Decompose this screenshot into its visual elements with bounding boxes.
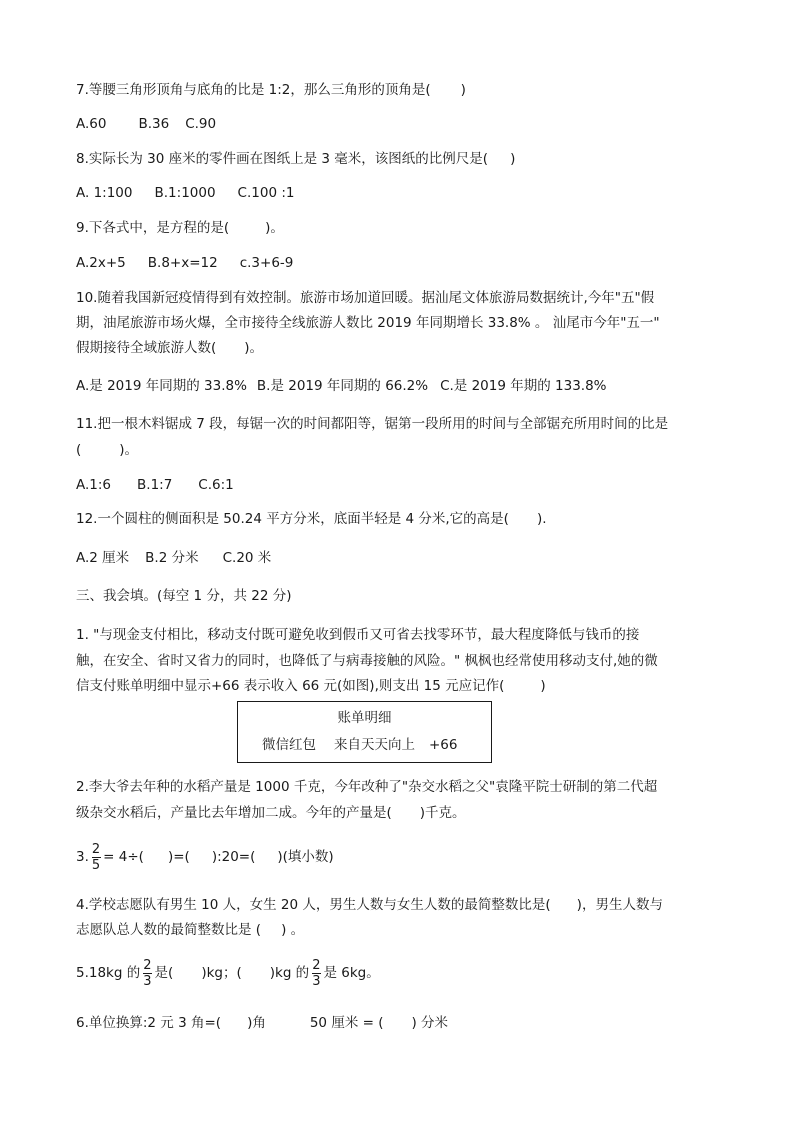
question-11-line-1: 11.把一根木料锯成 7 段，每锯一次的时间都阳等，锯第一段所用的时间与全部锯充所用时间的比是 [76,416,669,432]
fraction-numerator: 2 [91,841,101,857]
question-11-close: )。 [119,442,139,458]
fill-1-line-3 [76,676,546,696]
option-c: C.6:1 [198,477,234,493]
question-8 [76,149,515,169]
question-8-options [76,183,294,203]
fraction-two-thirds [142,958,152,989]
fraction-denominator: 3 [312,973,321,989]
question-7 [76,80,466,100]
fill-6-part-1: 6.单位换算:2 元 3 角=( [76,1015,222,1031]
question-8-text: 8.实际长为 30 座米的零件画在图纸上是 3 毫米，该图纸的比例尺是( [76,151,489,167]
fill-6-part-3: 50 厘米 = ( [309,1015,384,1031]
bill-detail-row [262,733,491,753]
question-9-close: )。 [265,220,284,236]
fill-4-text-3: 志愿队总人数的最简整数比是 ( [76,922,262,938]
option-b: B.1:1000 [154,185,216,201]
option-c: C.100 :1 [237,185,295,201]
fill-4-text-2: )，男生人数与 [576,897,663,913]
question-10-line-3 [76,338,263,358]
question-9-text: 9.下各式中，是方程的是( [76,220,230,236]
question-10-options [76,376,607,396]
question-7-options [76,114,216,134]
fraction-two-thirds-2 [311,958,321,989]
question-11-open: ( [76,442,82,458]
fill-1-line-1: 1. "与现金支付相比，移动支付既可避免收到假币又可省去找零环节，最大程度降低与钱币的接 [76,627,640,643]
option-c: C.20 米 [222,550,272,566]
question-12-text: 12.一个圆柱的侧面积是 50.24 平方分米，底面半轻是 4 分米,它的高是( [76,511,509,527]
option-b: B.1:7 [137,477,173,493]
fill-3-part-2: )=( [167,849,190,865]
fill-2-close: )千克。 [419,805,466,821]
fraction-denominator: 5 [91,857,101,873]
fraction-denominator: 3 [143,973,152,989]
option-a: A.60 [76,116,107,132]
option-b: B.36 [138,116,170,132]
option-b: B.8+x=12 [147,255,218,271]
question-12-options [76,548,271,568]
fill-6 [76,1013,448,1033]
fill-5-part-2: )kg；( [201,965,242,981]
bill-source: 来自天天向上 [334,737,415,753]
option-a: A.1:6 [76,477,112,493]
question-10-line-2: 期，油尾旅游市场火爆，全市接待全线旅游人数比 2019 年同期增长 33.8% 。 汕尾市今年"五一" [76,315,660,331]
fill-3-part-3: ):20=( [211,849,256,865]
question-7-text: 7.等腰三角形顶角与底角的比是 1:2，那么三角形的顶角是( [76,82,431,98]
question-9-options [76,253,293,273]
bill-item: 微信红包 [262,737,316,753]
fill-1-line-2: 触，在安全、省时又省力的同时，也降低了与病毒接触的风险。" 枫枫也经常使用移动支付,她的微 [76,653,658,669]
bill-amount: +66 [429,737,458,753]
fill-4-line-2 [76,920,304,940]
fill-6-part-4: ) 分米 [411,1015,449,1031]
option-a: A. 1:100 [76,185,133,201]
question-10-text: 假期接待全域旅游人数( [76,340,217,356]
question-10-close: )。 [244,340,264,356]
bill-detail-box [237,701,492,763]
fill-3-part-1: = 4÷( [103,849,144,865]
option-a: A.是 2019 年同期的 33.8% [76,378,247,394]
fill-5 [76,953,380,993]
fill-4-text: 4.学校志愿队有男生 10 人，女生 20 人，男生人数与女生人数的最简整数比是( [76,897,551,913]
bill-detail-title: 账单明细 [337,710,392,726]
option-c: C.90 [185,116,217,132]
fill-6-part-2: )角 [247,1015,266,1031]
question-9 [76,218,284,238]
question-7-close: ) [460,82,466,98]
fill-5-text: 5.18kg 的 [76,965,141,981]
fill-4-line-1 [76,895,663,915]
fill-5-part-3: )kg 的 [269,965,310,981]
section-3-title: 三、我会填。(每空 1 分，共 22 分) [76,588,292,604]
fraction-two-fifths [91,842,101,873]
question-11-options [76,475,234,495]
fill-3-part-4: )(填小数) [277,849,334,865]
option-a: A.2x+5 [76,255,126,271]
question-10-line-1: 10.随着我国新冠疫情得到有效控制。旅游市场加道回暖。据汕尾文体旅游局数据统计,今年"五"假 [76,290,655,306]
option-b: B.2 分米 [145,550,199,566]
fill-2-line-2 [76,803,466,823]
question-11-line-2 [76,440,138,460]
fill-5-part-4: 是 6kg。 [323,965,380,981]
fill-1-close: ) [540,678,546,694]
fill-5-part-1: 是( [154,965,174,981]
option-b: B.是 2019 年同期的 66.2% [256,378,429,394]
option-a: A.2 厘米 [76,550,130,566]
fill-3-number: 3. [76,849,89,865]
question-12-close: ). [536,511,547,527]
fraction-numerator: 2 [312,957,321,973]
option-c: C.是 2019 年期的 133.8% [440,378,607,394]
question-12 [76,509,547,529]
fill-3 [76,837,334,877]
option-c: c.3+6-9 [239,255,294,271]
fill-4-close: ) 。 [281,922,305,938]
question-8-close: ) [510,151,516,167]
fill-2-line-1: 2.李大爷去年种的水稻产量是 1000 千克，今年改种了"杂交水稻之父"袁隆平院士研制的第二代超 [76,779,658,795]
fill-1-text: 信支付账单明细中显示+66 表示收入 66 元(如图),则支出 15 元应记作( [76,678,505,694]
fill-2-text: 级杂交水稻后，产量比去年增加二成。今年的产量是( [76,805,392,821]
fraction-numerator: 2 [143,957,152,973]
